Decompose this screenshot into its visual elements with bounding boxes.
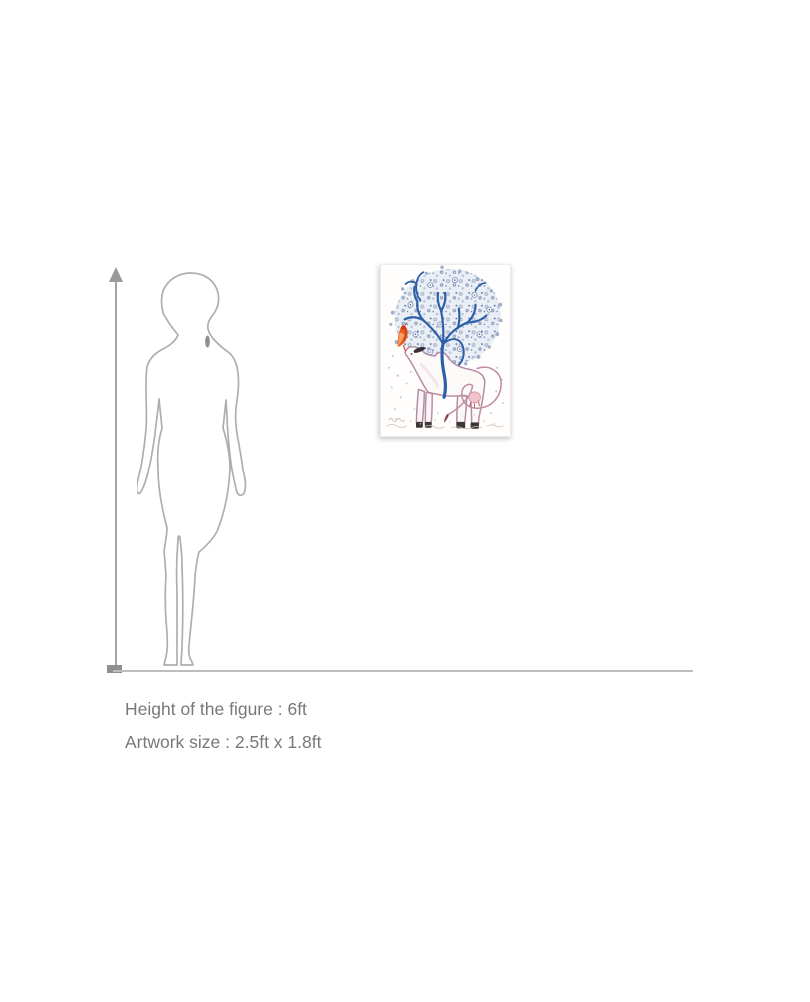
cow-udder xyxy=(469,392,481,403)
arrow-up-icon xyxy=(109,267,123,282)
cow-rear-leg xyxy=(457,395,467,423)
cow-tail-tuft xyxy=(444,414,449,423)
artist-signature xyxy=(389,418,405,421)
cow-front-leg xyxy=(416,389,424,422)
figure-neck-mark xyxy=(205,336,210,348)
figure-outline xyxy=(137,273,245,665)
artwork-image xyxy=(380,264,511,437)
cow-front-leg-2 xyxy=(425,392,432,423)
artwork-size-label: Artwork size : 2.5ft x 1.8ft xyxy=(125,732,322,752)
cow-eye xyxy=(411,353,413,355)
ground-baseline xyxy=(113,670,693,672)
human-figure-silhouette xyxy=(137,271,247,668)
height-measure-line xyxy=(115,281,117,670)
cow-hooves xyxy=(416,422,479,429)
artwork-illustration xyxy=(381,265,510,436)
figure-height-label: Height of the figure : 6ft xyxy=(125,699,307,719)
